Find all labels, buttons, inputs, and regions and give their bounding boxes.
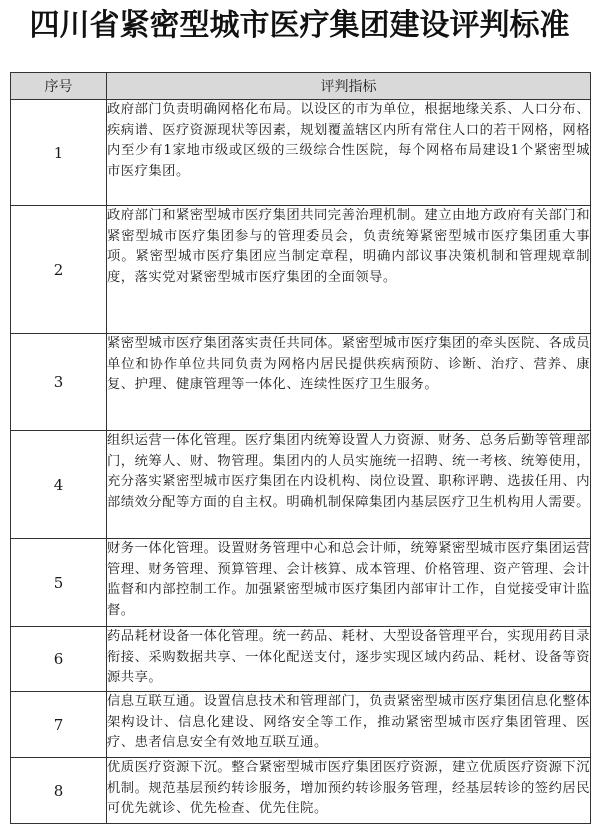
criteria-table [10, 72, 591, 824]
table-row [11, 334, 591, 431]
row-criteria-text: 优质医疗资源下沉。整合紧密型城市医疗集团医疗资源，建立优质医疗资源下沉机制。规范基层预约转诊服务，增加预约转诊服务管理，经基层转诊的签约居民可优先就诊、优先检查、优先住院。 [107, 758, 591, 824]
table-row [11, 627, 591, 692]
row-criteria-text: 财务一体化管理。设置财务管理中心和总会计师，统筹紧密型城市医疗集团运营管理、财务管理、预算管理、会计核算、成本管理、价格管理、资产管理、会计监督和内部控制工作。加强紧密型城市医疗集团内部审计工作，自觉接受审计监督。 [107, 539, 591, 627]
row-criteria-text: 政府部门负责明确网格化布局。以设区的市为单位，根据地缘关系、人口分布、疾病谱、医疗资源现状等因素，规划覆盖辖区内所有常住人口的若干网格，网格内至少有1家地市级或区级的三级综合性医院，每个网格布局建设1个紧密型城市医疗集团。 [107, 100, 591, 206]
header-serial-number: 序号 [11, 73, 107, 100]
table-row [11, 431, 591, 539]
row-number: 7 [11, 692, 107, 758]
row-number: 2 [11, 206, 107, 334]
table-row [11, 758, 591, 824]
table-row [11, 692, 591, 758]
table-row [11, 539, 591, 627]
row-number: 8 [11, 758, 107, 824]
row-criteria-text: 政府部门和紧密型城市医疗集团共同完善治理机制。建立由地方政府有关部门和紧密型城市医疗集团参与的管理委员会，负责统筹紧密型城市医疗集团重大事项。紧密型城市医疗集团应当制定章程，明确内部议事决策机制和管理规章制度，落实党对紧密型城市医疗集团的全面领导。 [107, 206, 591, 334]
row-number: 5 [11, 539, 107, 627]
header-criteria: 评判指标 [107, 73, 591, 100]
row-number: 6 [11, 627, 107, 692]
page-title: 四川省紧密型城市医疗集团建设评判标准 [29, 8, 570, 43]
row-criteria-text: 紧密型城市医疗集团落实责任共同体。紧密型城市医疗集团的牵头医院、各成员单位和协作单位共同负责为网格内居民提供疾病预防、诊断、治疗、营养、康复、护理、健康管理等一体化、连续性医疗卫生服务。 [107, 334, 591, 431]
row-criteria-text: 药品耗材设备一体化管理。统一药品、耗材、大型设备管理平台，实现用药目录衔接、采购数据共享、一体化配送支付，逐步实现区域内药品、耗材、设备等资源共享。 [107, 627, 591, 692]
row-criteria-text: 信息互联互通。设置信息技术和管理部门，负责紧密型城市医疗集团信息化整体架构设计、信息化建设、网络安全等工作，推动紧密型城市医疗集团管理、医疗、患者信息安全有效地互联互通。 [107, 692, 591, 758]
row-number: 1 [11, 100, 107, 206]
row-number: 3 [11, 334, 107, 431]
table-row [11, 100, 591, 206]
table-row [11, 206, 591, 334]
row-criteria-text: 组织运营一体化管理。医疗集团内统筹设置人力资源、财务、总务后勤等管理部门，统筹人、财、物管理。集团内的人员实施统一招聘、统一考核、统筹使用，充分落实紧密型城市医疗集团在内设机构、岗位设置、职称评聘、选拔任用、内部绩效分配等方面的自主权。明确机制保障集团内基层医疗卫生机构用人需要。 [107, 431, 591, 539]
row-number: 4 [11, 431, 107, 539]
table-header-row [11, 73, 591, 100]
